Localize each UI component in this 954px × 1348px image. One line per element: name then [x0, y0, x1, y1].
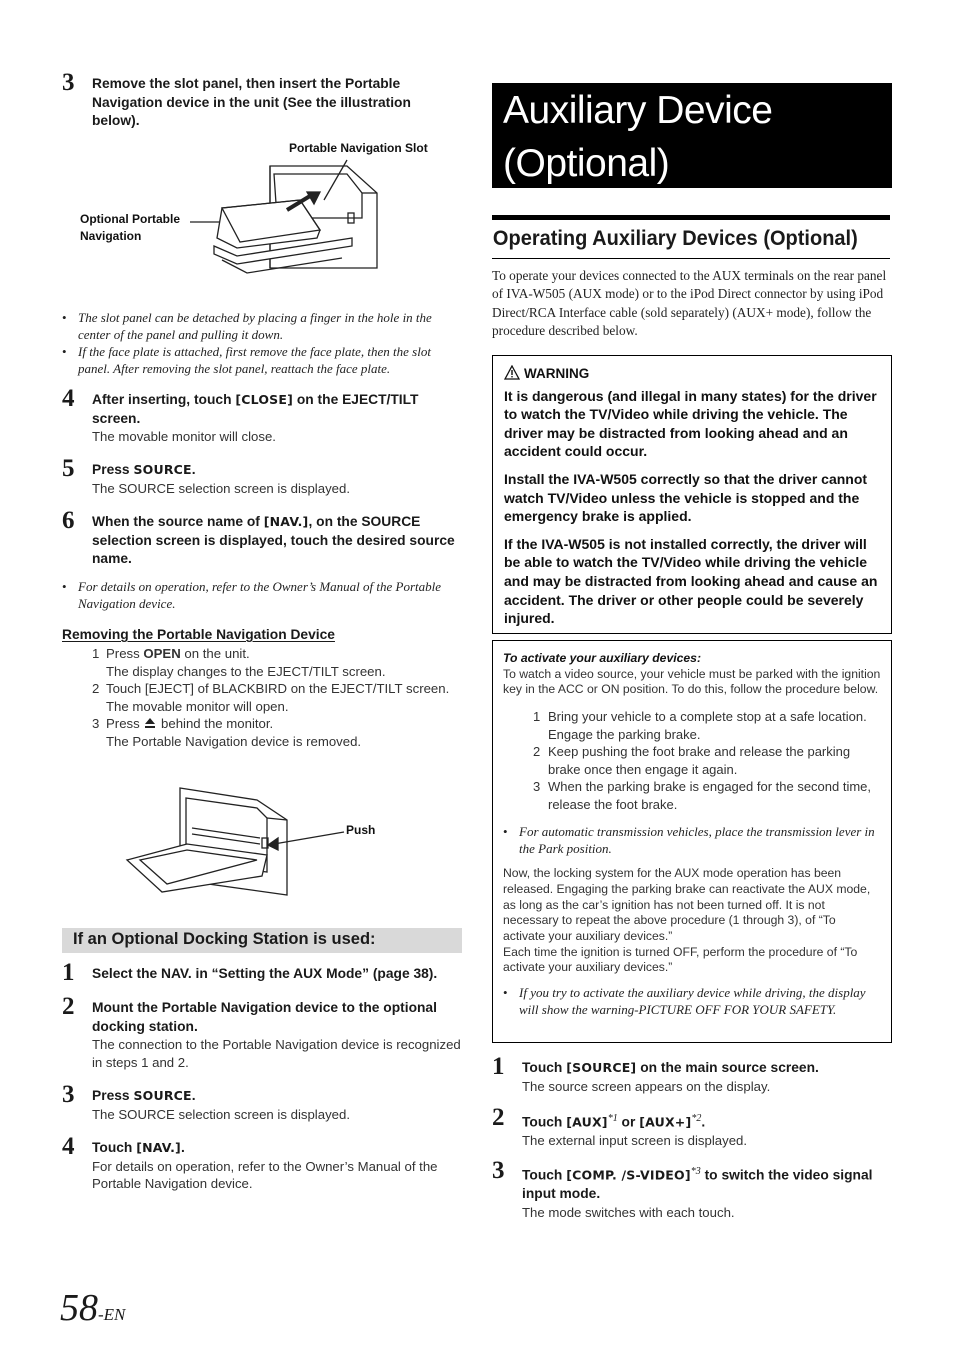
step-text: Select the NAV. in “Setting the AUX Mode” (page 38).	[92, 966, 438, 981]
docking-heading: If an Optional Docking Station is used:	[73, 930, 376, 948]
page-number-value: 58	[60, 1287, 98, 1329]
page-suffix: -EN	[98, 1305, 126, 1324]
step-4: 4 After inserting, touch [CLOSE] on the EJECT/TILT screen. The movable monitor will close.	[62, 391, 462, 446]
keyword-open: OPEN	[143, 646, 181, 661]
step-number: 1	[492, 1053, 505, 1080]
keyword-source: SOURCE	[133, 462, 192, 477]
activate-para: Now, the locking system for the AUX mode operation has been released. Engaging the parking brake can reactivate the AUX mode, as long as the car’s ignition has not been turned off. It is not necessary to repeat the above procedure (1 through 3), of “To activate your auxiliary devices.”	[503, 866, 871, 943]
docking-heading-bar	[62, 928, 462, 953]
label-push: Push	[346, 823, 376, 837]
warning-icon	[504, 365, 520, 385]
step-number: 3	[492, 1157, 505, 1184]
keyword-source: [SOURCE]	[566, 1060, 637, 1075]
keyword-nav: [NAV.]	[136, 1140, 181, 1155]
step-text: Remove the slot panel, then insert the Portable Navigation device in the unit (See the illustration below).	[92, 76, 411, 128]
step-number: 6	[62, 507, 75, 534]
title-line-1: Auxiliary Device	[503, 89, 773, 132]
step-number: 2	[492, 1104, 505, 1131]
step-number: 3	[62, 1081, 75, 1108]
dock-step-4: 4 Touch [NAV.]. For details on operation, refer to the Owner’s Manual of the Portable Navigation device.	[62, 1139, 462, 1193]
keyword-close: [CLOSE]	[235, 392, 294, 407]
slot-illustration	[62, 138, 462, 303]
activate-box: To activate your auxiliary devices: To watch a video source, your vehicle must be parked with the ignition key in the ACC or ON position. To do this, follow the procedure below. 1 Bring your vehicle to a complete stop at a safe location. Engage the parking brake. 2 Keep pushing the foot brake and release the parking brake once then engage it again. 3 When the parking brake is engaged for the second time, release the foot brake. • For automatic transmission vehicles, place the transmission lever in the Park position. Now, the locking system for the AUX mode operation has been released. Engaging the parking brake can reactivate the AUX mode, as long as the car’s ignition has not been turned off. It is not necessary to repeat the above procedure (1 through 3), of “To activate your auxiliary devices.” Each time the ignition is turned OFF, perform the procedure of “To activate your auxiliary devices.” • If you try to activate the auxiliary device while driving, the display will show the warning-PICTURE OFF FOR YOUR SAFETY.	[492, 640, 892, 1043]
dock-step-3: 3 Press SOURCE. The SOURCE selection screen is displayed.	[62, 1087, 462, 1123]
page-title	[492, 83, 892, 188]
step-body: The SOURCE selection screen is displayed.	[92, 480, 350, 496]
title-line-2: (Optional)	[503, 142, 670, 185]
step-6: 6 When the source name of [NAV.], on the SOURCE selection screen is displayed, touch the desired source name.	[62, 507, 455, 566]
note-2	[62, 578, 462, 612]
removing-section: Removing the Portable Navigation Device 1 Press OPEN on the unit. The display changes to the EJECT/TILT screen. 2 Touch [EJECT] of BLACKBIRD on the EJECT/TILT screen. The movable monitor will open. 3 Press behind the monitor. The Portable Navigation device is removed.	[62, 627, 462, 751]
step-body: The external input screen is displayed.	[522, 1133, 748, 1149]
keyword-nav: [NAV.]	[263, 514, 309, 529]
dock-step-1	[62, 959, 462, 986]
step-number: 5	[62, 455, 75, 482]
step-3	[62, 69, 462, 131]
aux-step-2: 2 Touch [AUX]$^{*1}$ or $[AUX+]^{*2}$. The external input screen is displayed.	[492, 1110, 892, 1150]
step-number: 2	[62, 993, 75, 1020]
note-item: • If the face plate is attached, first remove the face plate, then the slot panel. After removing the slot panel, reattach the face plate.	[62, 343, 462, 377]
step-5: 5 Press SOURCE. The SOURCE selection screen is displayed.	[62, 461, 462, 497]
note-item: • For details on operation, refer to the Owner’s Manual of the Portable Navigation device.	[62, 578, 462, 612]
keyword-source: SOURCE	[133, 1088, 192, 1103]
eject-icon	[143, 716, 157, 734]
step-body: The movable monitor will close.	[92, 429, 276, 444]
aux-step-1: 1 Touch [SOURCE] on the main source screen. The source screen appears on the display.	[492, 1059, 892, 1095]
step-number: 3	[62, 69, 75, 96]
warning-p1: It is dangerous (and illegal in many states) for the driver to watch the TV/Video while driving the vehicle. The driver may be distracted from looking ahead and an accident could occur.	[504, 387, 877, 460]
activate-para-2: Each time the ignition is turned OFF, perform the procedure of “To activate your auxiliary devices.”	[503, 944, 858, 975]
activate-intro: To watch a video source, your vehicle must be parked with the ignition key in the ACC or ON position. To do this, follow the procedure below.	[503, 666, 881, 697]
step-number: 4	[62, 1133, 75, 1160]
keyword-comp-svideo: [COMP. /S-VIDEO]	[566, 1167, 691, 1183]
removing-heading: Removing the Portable Navigation Device	[62, 627, 335, 642]
notes-1	[62, 309, 462, 377]
note-item: • The slot panel can be detached by placing a finger in the hole in the center of the panel and pulling it down.	[62, 309, 462, 343]
note-item: • If you try to activate the auxiliary device while driving, the display will show the warning-PICTURE OFF FOR YOUR SAFETY.	[503, 984, 881, 1018]
label-nav-1: Optional Portable	[80, 212, 181, 226]
aux-step-3: 3 Touch [COMP. /S-VIDEO]$^{*3}$ to switch the video signal input mode. The mode switches with each touch.	[492, 1163, 892, 1221]
keyword-aux-plus: [AUX+]	[639, 1114, 692, 1130]
step-body: For details on operation, refer to the Owner’s Manual of the Portable Navigation device.	[92, 1158, 438, 1191]
warning-p2: Install the IVA-W505 correctly so that the driver cannot watch TV/Video unless the vehicle is stopped and the emergency brake is applied.	[504, 470, 868, 525]
step-number: 4	[62, 385, 75, 412]
push-illustration	[62, 780, 462, 905]
step-text: Mount the Portable Navigation device to the optional docking station.	[92, 1000, 437, 1034]
note-item: • For automatic transmission vehicles, place the transmission lever in the Park position.	[503, 823, 881, 857]
figure-slot-insert	[62, 138, 462, 303]
section-heading	[492, 215, 890, 259]
step-body: The connection to the Portable Navigation device is recognized in steps 1 and 2.	[92, 1037, 461, 1070]
label-slot: Portable Navigation Slot	[289, 141, 428, 155]
warning-box	[492, 355, 892, 634]
intro-text: To operate your devices connected to the AUX terminals on the rear panel of IVA-W505 (AUX mode) or to the iPod Direct connector by using iPod Direct/RCA Interface cable (sold separately) (AUX+ mode), follow the procedure described below.	[492, 268, 887, 338]
step-body: The SOURCE selection screen is displayed.	[92, 1106, 350, 1122]
warning-p3: If the IVA-W505 is not installed correctly, the driver will be able to watch the TV/Video while driving the vehicle and may be distracted from looking ahead and cause an accident. The driver or other people could be severely injured.	[504, 535, 878, 627]
figure-push-eject	[62, 780, 462, 905]
warning-label: WARNING	[524, 366, 590, 381]
dock-step-2	[62, 993, 462, 1071]
keyword-aux: [AUX]	[566, 1114, 608, 1130]
page-number	[60, 1286, 125, 1330]
step-number: 1	[62, 959, 75, 986]
activate-heading: To activate your auxiliary devices:	[503, 651, 702, 665]
step-body: The mode switches with each touch.	[522, 1204, 735, 1220]
keyword-eject: [EJECT]	[144, 681, 194, 696]
label-nav-2: Navigation	[80, 229, 142, 243]
step-body: The source screen appears on the display.	[522, 1078, 771, 1094]
section-title: Operating Auxiliary Devices (Optional)	[492, 226, 858, 250]
